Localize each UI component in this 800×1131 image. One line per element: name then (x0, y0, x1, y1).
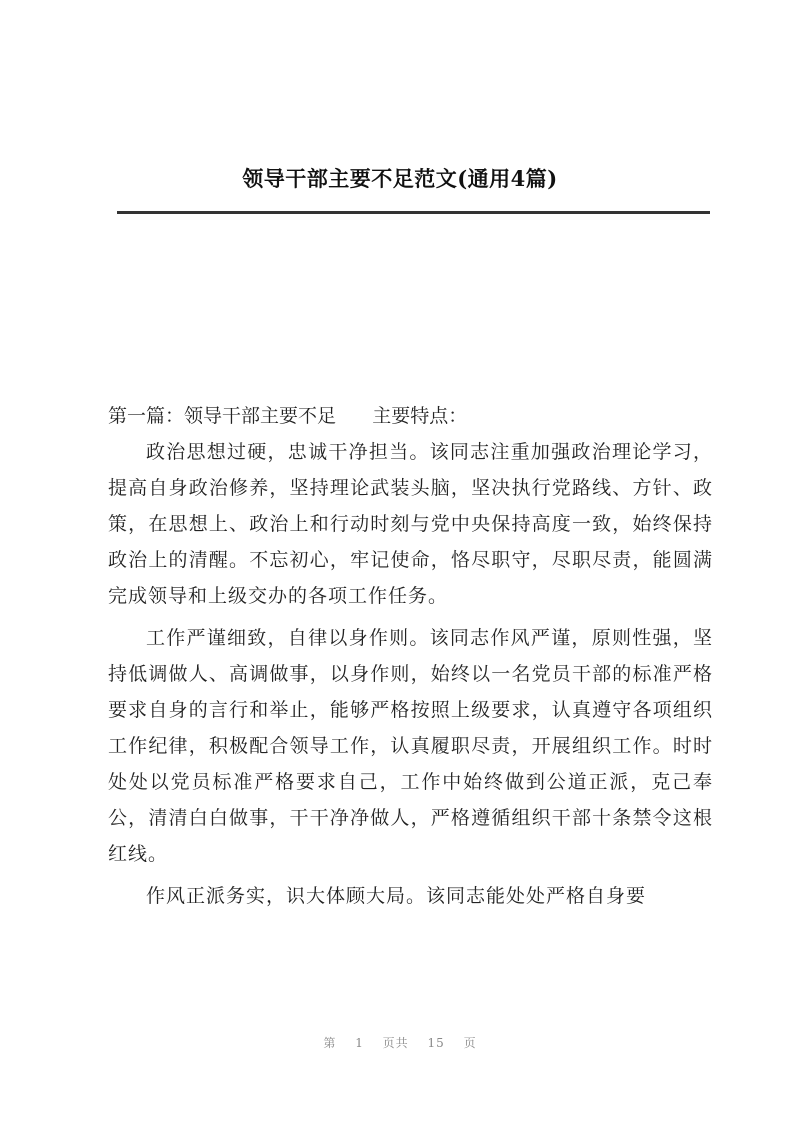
footer-total-pages: 15 (427, 1036, 445, 1050)
footer-page-number: 1 (355, 1036, 364, 1050)
section-heading: 第一篇：领导干部主要不足 (108, 405, 337, 427)
page-footer (0, 1034, 800, 1051)
paragraph: 工作严谨细致，自律以身作则。该同志作风严谨，原则性强，坚持低调做人、高调做事，以身作则，始终以一名党员干部的标准严格要求自身的言行和举止，能够严格按照上级要求，认真遵守各项组织工作纪律，积极配合领导工作，认真履职尽责，开展组织工作。时时处处以党员标准严格要求自己，工作中始终做到公道正派，克己奉公，清清白白做事，干干净净做人，严格遵循组织干部十条禁令这根红线。 (108, 627, 713, 865)
footer-middle: 页共 (382, 1036, 409, 1050)
document-body (108, 398, 713, 914)
section-subheading: 主要特点： (372, 405, 468, 427)
section-heading-line (108, 398, 713, 434)
footer-suffix: 页 (463, 1036, 477, 1050)
paragraph: 政治思想过硬，忠诚干净担当。该同志注重加强政治理论学习，提高自身政治修养，坚持理论武装头脑，坚决执行党路线、方针、政策，在思想上、政治上和行动时刻与党中央保持高度一致，始终保持政治上的清醒。不忘初心，牢记使命，恪尽职守，尽职尽责，能圆满完成领导和上级交办的各项工作任务。 (108, 441, 713, 607)
paragraph: 作风正派务实，识大体顾大局。该同志能处处严格自身要 (146, 885, 647, 907)
document-title: 领导干部主要不足范文(通用4篇) (242, 166, 558, 191)
title-underline-rule (117, 211, 710, 214)
footer-prefix: 第 (323, 1036, 337, 1050)
